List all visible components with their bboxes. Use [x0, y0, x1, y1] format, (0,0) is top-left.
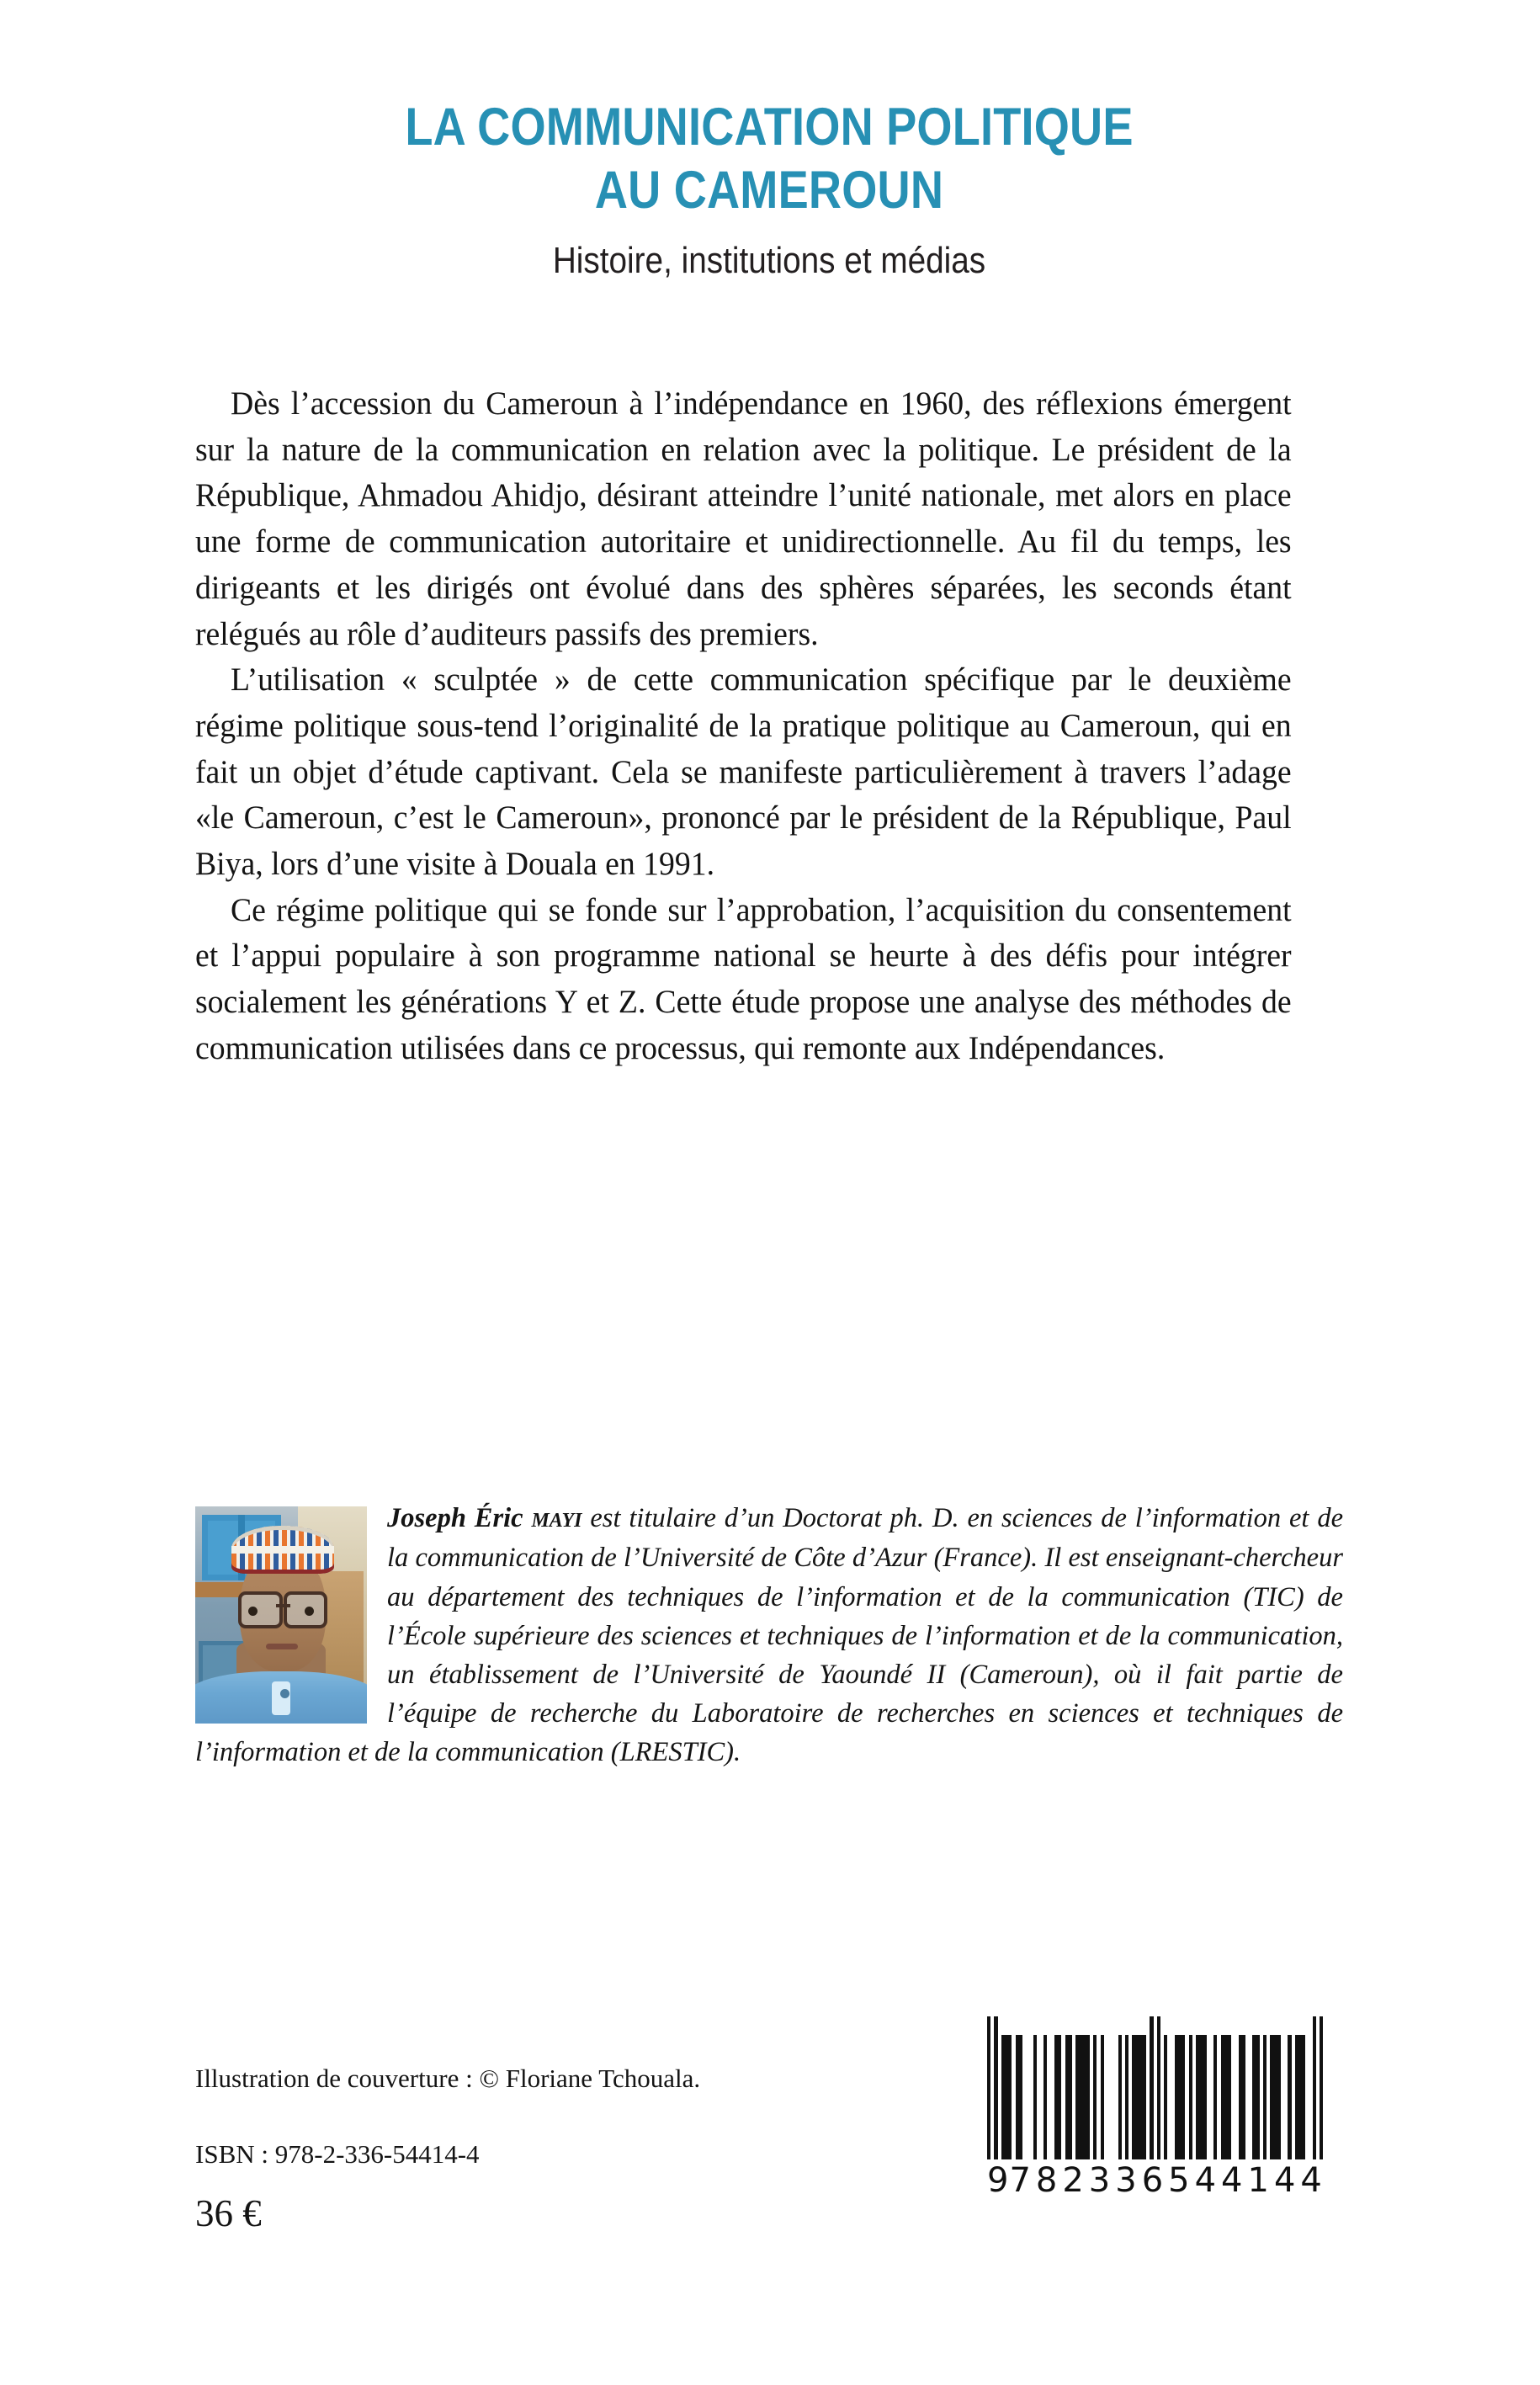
photo-glasses-lens-left: [238, 1591, 283, 1628]
barcode-space: [1207, 2035, 1213, 2159]
barcode-bar: [1196, 2035, 1207, 2159]
barcode-space: [1104, 2035, 1118, 2159]
barcode-digits: [987, 2161, 1327, 2200]
author-bio: [195, 1498, 1343, 1771]
barcode-bars: [987, 2016, 1324, 2159]
barcode-bar: [1252, 2035, 1259, 2159]
price-text: 36 €: [195, 2192, 262, 2234]
photo-glasses-bridge: [276, 1604, 290, 1607]
ean13-barcode: [987, 2016, 1327, 2200]
barcode-space: [1167, 2035, 1174, 2159]
photo-eye-right: [305, 1607, 314, 1616]
author-first-names: Joseph Éric: [387, 1503, 523, 1533]
author-surname: mayi: [531, 1502, 582, 1533]
isbn-text: ISBN : 978-2-336-54414-4: [195, 2139, 480, 2169]
barcode-bar: [1295, 2035, 1306, 2159]
photo-mouth: [266, 1644, 299, 1649]
author-bio-body: est titulaire d’un Doctorat ph. D. en sciences de l’information et de la communication de l’Université de Côte d’Azur (France). Il est enseignant-chercheur au département des techniques de l’information et de la communication (TIC) de l’École supérieure des sciences et techniques de l’information et de la communication, un établissement de l’Université de Yaoundé II (Cameroun), où il fait partie de l’équipe de recherche du Laboratoire de recherches en sciences et techniques de l’information et de la communication (LRESTIC).: [195, 1503, 1344, 1768]
cover-illustration-credit: Illustration de couverture : © Floriane Tchouala.: [195, 2064, 701, 2093]
barcode-digits-right-group: 544144: [1168, 2161, 1327, 2200]
barcode-digits-left-group: 782336: [1009, 2161, 1169, 2200]
author-bio-text: [195, 1498, 1343, 1771]
blurb-paragraph-2: L’utilisation « sculptée » de cette communication spécifique par le deuxième régime politique sous-tend l’originalité de la pratique politique au Cameroun, qui en fait un objet d’étude captivant. Cela se manifeste particulièrement à travers l’adage «le Cameroun, c’est le Cameroun», prononcé par le président de la République, Paul Biya, lors d’une visite à Douala en 1991.: [195, 661, 1292, 883]
photo-eye-left: [248, 1607, 258, 1616]
book-title-line-2: AU CAMEROUN: [594, 161, 944, 220]
barcode-bar: [1016, 2035, 1022, 2159]
book-title: [275, 98, 1262, 220]
barcode-space: [1281, 2035, 1288, 2159]
book-title-line-1: LA COMMUNICATION POLITIQUE: [405, 98, 1134, 157]
barcode-bar: [1065, 2035, 1072, 2159]
barcode-digit-lead: 9: [987, 2161, 1010, 2200]
author-photo: [195, 1506, 367, 1724]
blurb-paragraph-1: Dès l’accession du Cameroun à l’indépendance en 1960, des réflexions émergent sur la nature de la communication en relation avec la politique. Le président de la République, Ahmadou Ahidjo, désirant atteindre l’unité nationale, met alors en place une forme de communication autoritaire et unidirectionnelle. Au fil du temps, les dirigeants et les dirigés ont évolué dans des sphères séparées, les seconds étant relégués au rôle d’auditeurs passifs des premiers.: [195, 385, 1292, 652]
photo-shirt: [195, 1671, 367, 1724]
barcode-space: [1047, 2035, 1054, 2159]
barcode-bar: [1221, 2035, 1232, 2159]
barcode-bar: [1320, 2016, 1323, 2159]
barcode-space: [1305, 2035, 1312, 2159]
barcode-bar: [1075, 2035, 1090, 2159]
barcode-bar: [1175, 2035, 1186, 2159]
book-subtitle: Histoire, institutions et médias: [552, 240, 986, 281]
photo-collar-button: [280, 1689, 289, 1698]
blurb-text: [195, 380, 1292, 1071]
barcode-space: [1022, 2035, 1033, 2159]
barcode-space: [1245, 2035, 1252, 2159]
barcode-space: [1037, 2035, 1043, 2159]
barcode-bar: [1001, 2035, 1012, 2159]
title-block: [195, 98, 1343, 281]
photo-cap: [231, 1526, 334, 1574]
barcode-bar: [1270, 2035, 1281, 2159]
barcode-bar: [1239, 2035, 1245, 2159]
barcode-space: [1231, 2035, 1238, 2159]
barcode-bar: [1054, 2035, 1061, 2159]
barcode-bar: [1132, 2035, 1146, 2159]
blurb-paragraph-3: Ce régime politique qui se fonde sur l’approbation, l’acquisition du consentement et l’appui populaire à son programme national se heurte à des défis pour intégrer socialement les générations Y et Z. Cette étude propose une analyse des méthodes de communication utilisées dans ce processus, qui remonte aux Indépendances.: [195, 890, 1292, 1066]
